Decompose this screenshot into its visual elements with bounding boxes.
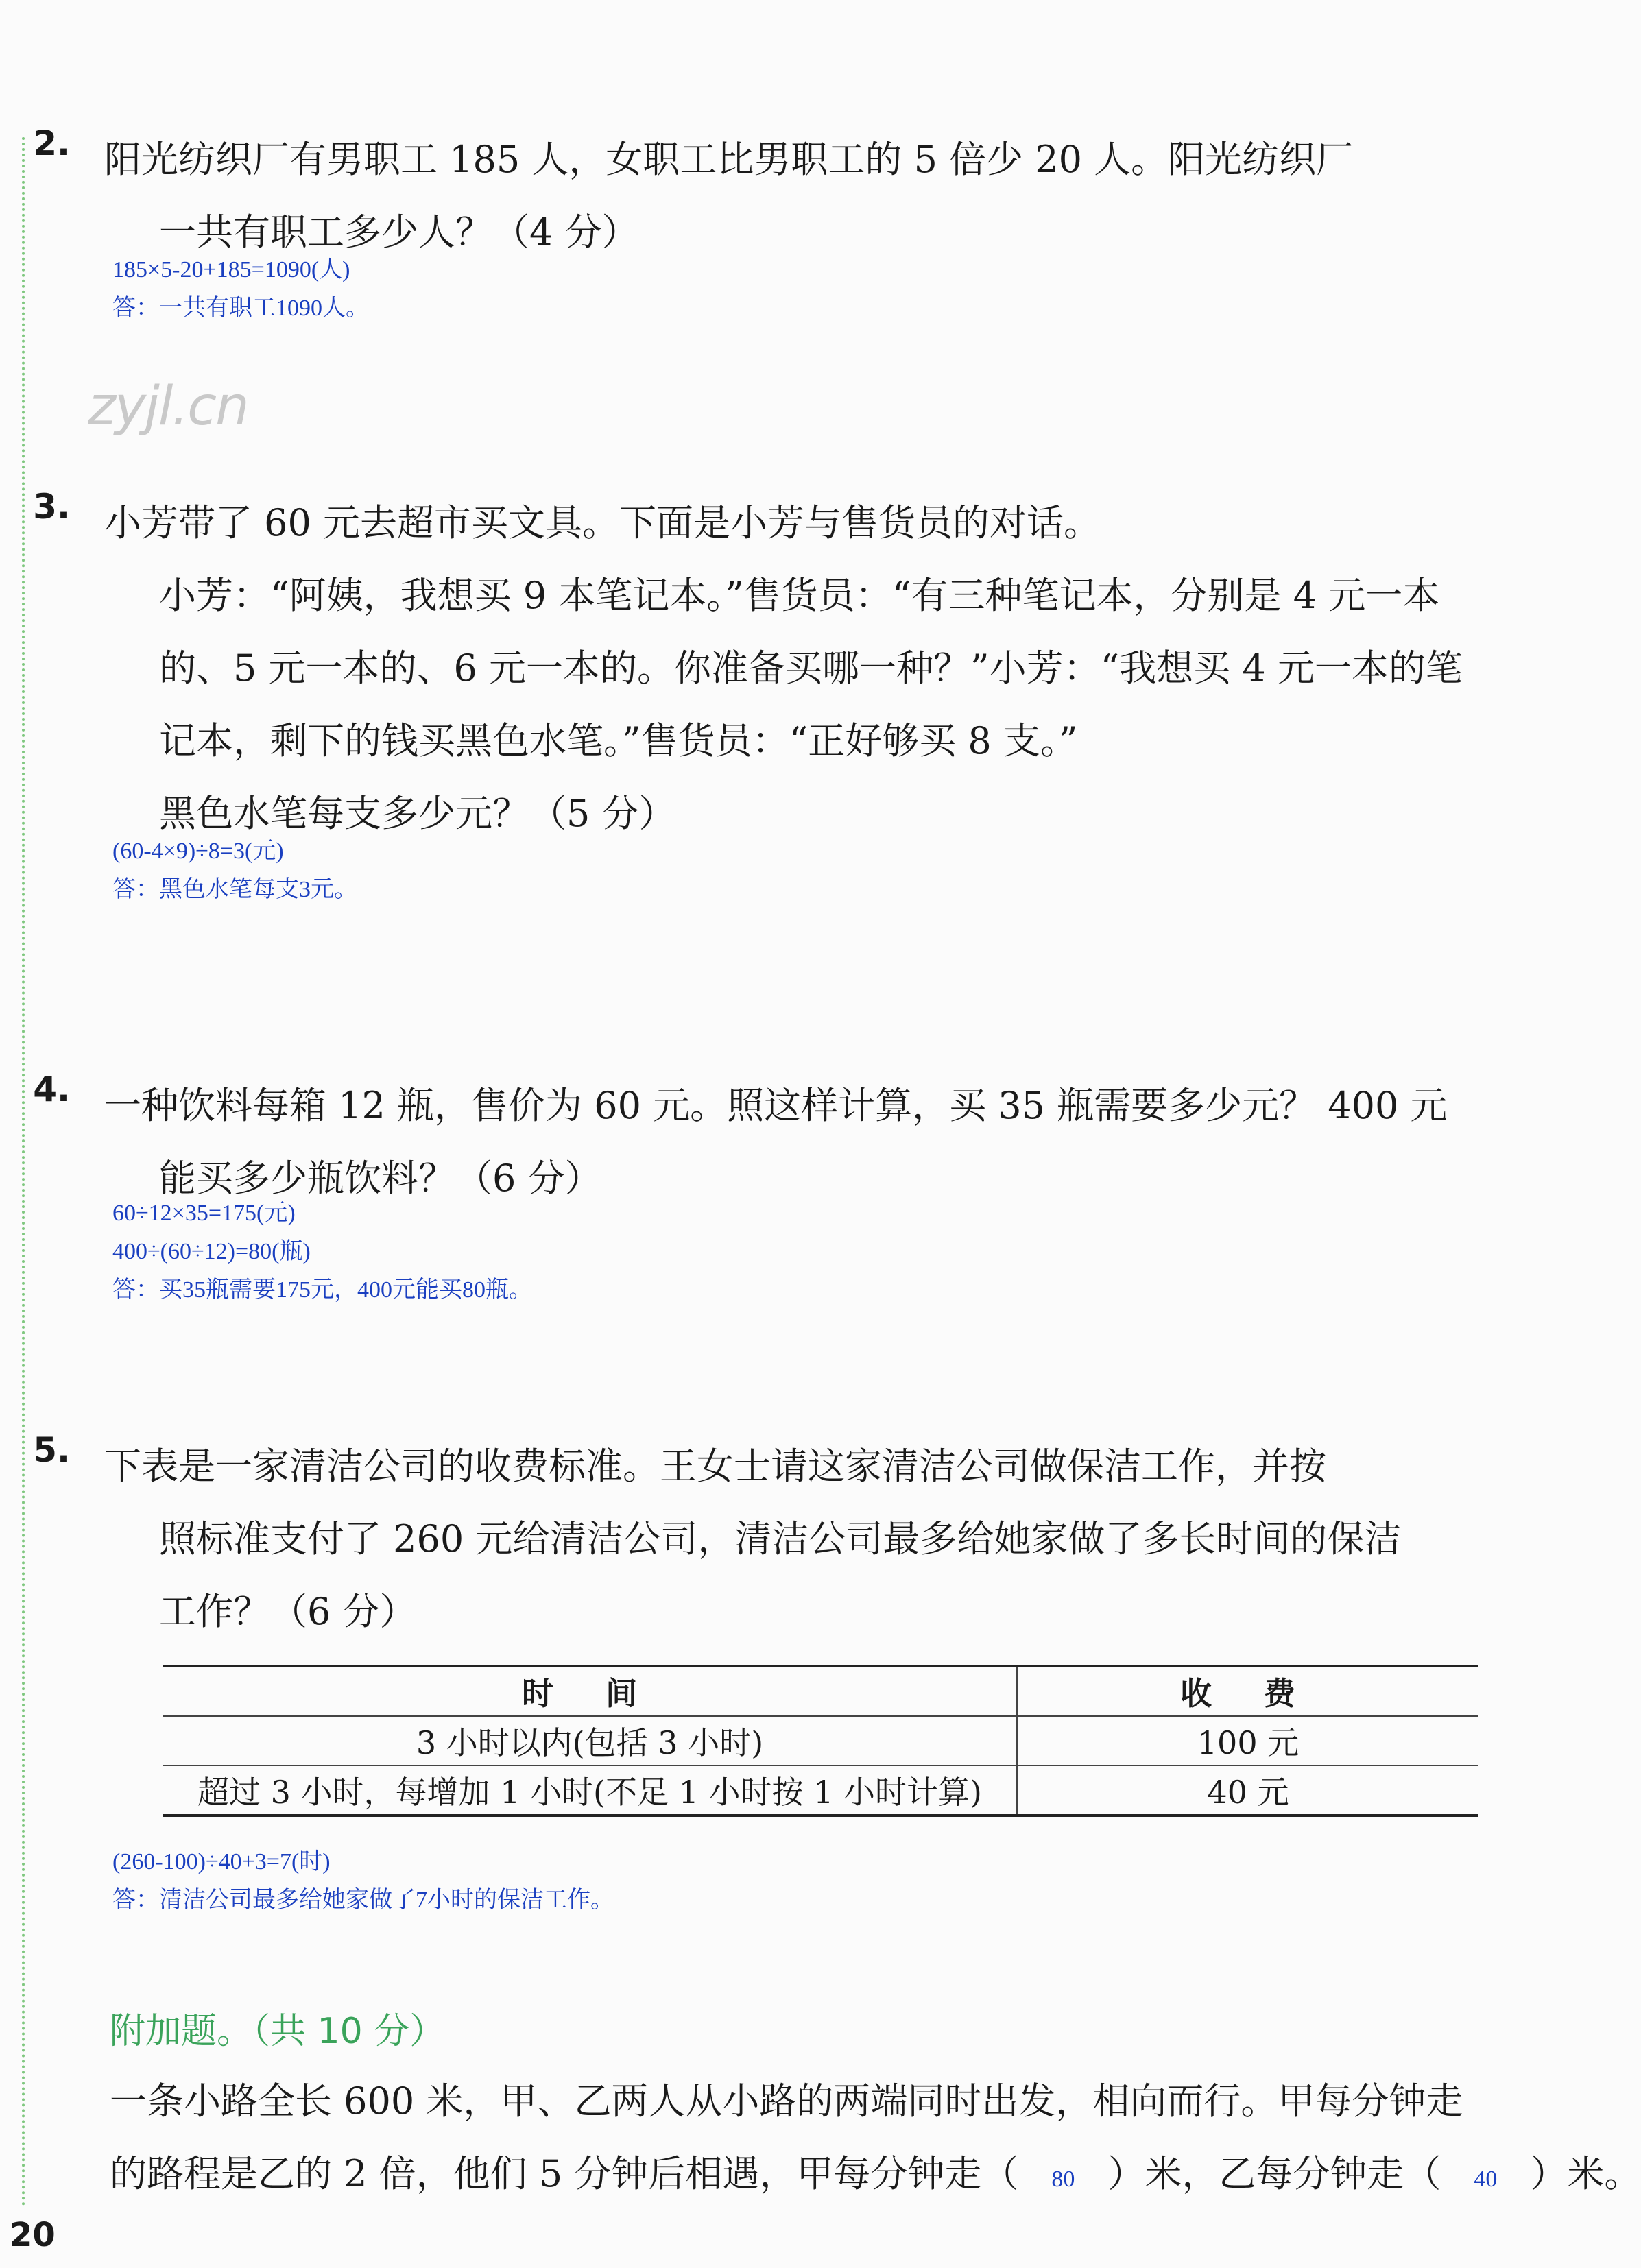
answer-line: 185×5-20+185=1090(人) xyxy=(112,257,350,282)
table-cell: 超过 3 小时，每增加 1 小时(不足 1 小时按 1 小时计算) xyxy=(163,1765,1017,1815)
question-text: 一共有职工多少人？（4 分） xyxy=(159,210,639,254)
question-number: 2. xyxy=(33,123,70,163)
answer-block xyxy=(112,1843,614,1920)
question-text: 能买多少瓶饮料？（6 分） xyxy=(159,1157,602,1200)
page-number: 20 xyxy=(10,2216,56,2254)
answer-blank-2: 40 xyxy=(1474,2167,1498,2192)
watermark: zyjl.cn xyxy=(88,376,248,437)
answer-blank-1: 80 xyxy=(1051,2167,1075,2192)
question-number: 4. xyxy=(33,1070,70,1109)
question-text: 一种饮料每箱 12 瓶，售价为 60 元。照这样计算，买 35 瓶需要多少元？ 400 元 xyxy=(104,1084,1448,1127)
answer-line: 答：一共有职工1090人。 xyxy=(112,295,369,321)
answer-line: 400÷(60÷12)=80(瓶) xyxy=(112,1239,311,1264)
margin-dotted-line xyxy=(22,137,25,2208)
answer-block xyxy=(112,251,369,328)
question-number: 5. xyxy=(33,1430,70,1470)
question-text: 阳光纺织厂有男职工 185 人，女职工比男职工的 5 倍少 20 人。阳光纺织厂 xyxy=(104,138,1354,181)
question-text: ）米。 xyxy=(1530,2152,1641,2195)
table-row xyxy=(163,1765,1478,1815)
question-text: 照标准支付了 260 元给清洁公司，清洁公司最多给她家做了多长时间的保洁 xyxy=(159,1517,1402,1560)
question-text: 一条小路全长 600 米，甲、乙两人从小路的两端同时出发，相向而行。甲每分钟走 xyxy=(110,2079,1463,2123)
question-text: 黑色水笔每支多少元？（5 分） xyxy=(159,792,676,835)
question-3 xyxy=(33,487,1483,850)
table-header-fee: 收 费 xyxy=(1017,1666,1478,1716)
answer-block xyxy=(112,1194,532,1310)
question-number: 3. xyxy=(33,487,70,527)
question-5 xyxy=(33,1430,1483,1648)
question-4 xyxy=(33,1070,1483,1215)
question-text: 工作？（6 分） xyxy=(159,1590,417,1633)
question-text: 小芳带了 60 元去超市买文具。下面是小芳与售货员的对话。 xyxy=(104,501,1101,544)
question-text: 的路程是乙的 2 倍，他们 5 分钟后相遇，甲每分钟走（ xyxy=(110,2152,1019,2195)
question-text: 下表是一家清洁公司的收费标准。王女士请这家清洁公司做保洁工作，并按 xyxy=(104,1445,1326,1488)
question-2 xyxy=(33,123,1483,269)
answer-line: 60÷12×35=175(元) xyxy=(112,1201,296,1226)
extra-question xyxy=(110,2065,1641,2216)
table-cell: 3 小时以内(包括 3 小时) xyxy=(163,1716,1017,1765)
table-cell: 40 元 xyxy=(1017,1765,1478,1815)
answer-line: 答：清洁公司最多给她家做了7小时的保洁工作。 xyxy=(112,1887,614,1913)
answer-line: (260-100)÷40+3=7(时) xyxy=(112,1849,331,1874)
answer-line: (60-4×9)÷8=3(元) xyxy=(112,839,284,864)
answer-line: 答：黑色水笔每支3元。 xyxy=(112,877,357,902)
question-text: 记本，剩下的钱买黑色水笔。”售货员：“正好够买 8 支。” xyxy=(159,719,1078,762)
question-text: 的、5 元一本的、6 元一本的。你准备买哪一种？”小芳：“我想买 4 元一本的笔 xyxy=(159,647,1463,690)
question-text: 小芳：“阿姨，我想买 9 本笔记本。”售货员：“有三种笔记本，分别是 4 元一本 xyxy=(159,574,1440,617)
table-header-time: 时 间 xyxy=(163,1666,1017,1716)
answer-block xyxy=(112,832,357,909)
question-text: ）米，乙每分钟走（ xyxy=(1107,2152,1441,2195)
table-header-row xyxy=(163,1666,1478,1716)
answer-line: 答：买35瓶需要175元，400元能买80瓶。 xyxy=(112,1277,532,1303)
question-text-with-blanks xyxy=(110,2138,1641,2216)
fee-table xyxy=(163,1665,1478,1817)
extra-question-title: 附加题。（共 10 分） xyxy=(110,2011,446,2052)
table-cell: 100 元 xyxy=(1017,1716,1478,1765)
table-row xyxy=(163,1716,1478,1765)
